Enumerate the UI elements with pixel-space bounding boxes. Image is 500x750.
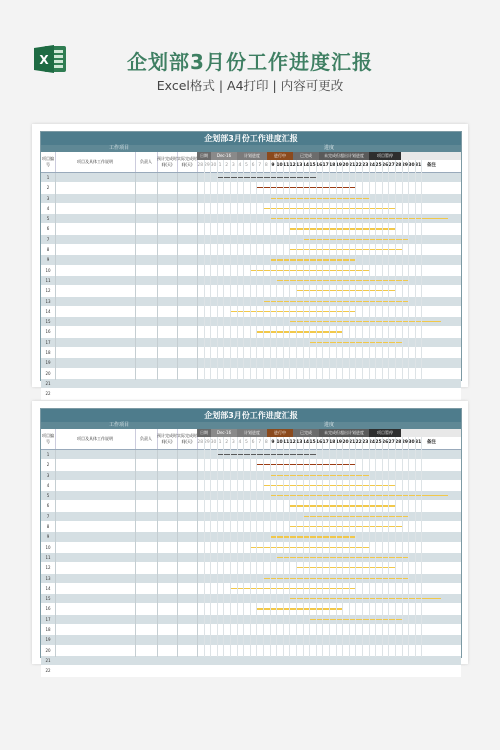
col-actual-header: 实际完成时间(天) (177, 429, 198, 449)
sheet-preview-2 (32, 401, 468, 674)
row-number: 19 (45, 637, 51, 643)
grid-line (230, 437, 231, 657)
legend-row (197, 429, 461, 437)
row-number: 11 (45, 554, 51, 560)
table-row[interactable] (41, 358, 461, 368)
grid-line (395, 160, 396, 380)
legend-item: 项目暂停 (369, 429, 401, 437)
legend-item: 未完成但超出计划进度 (319, 429, 369, 437)
row-number: 15 (45, 596, 51, 602)
row-number: 7 (46, 236, 50, 242)
row-number: 16 (45, 329, 51, 335)
group-header-row (41, 422, 461, 429)
col-desc-header: 项目及具体工作说明 (55, 152, 136, 172)
grid-line (309, 437, 310, 657)
row-number: 3 (46, 195, 50, 201)
day-header-cell: 30 (408, 163, 415, 168)
grid-line (355, 437, 356, 657)
table-row[interactable] (41, 286, 461, 296)
col-plan-header: 预计完成时间(天) (157, 429, 178, 449)
grid-line (204, 437, 205, 657)
day-header-cell: 18 (329, 163, 336, 168)
progress-bar (217, 177, 316, 178)
page-subtitle: Excel格式 | A4打印 | 内容可更改 (156, 78, 344, 93)
gantt-sheet (40, 131, 462, 397)
sheet-preview-1 (32, 124, 468, 397)
grid-line (342, 160, 343, 380)
grid-line (204, 160, 205, 380)
grid-line (263, 160, 264, 380)
legend-item: Dec-16 (211, 152, 237, 160)
grid-line (336, 437, 337, 657)
table-row[interactable] (41, 348, 461, 358)
sheet-title: 企划部3月份工作进度汇报 (41, 409, 461, 422)
row-number: 8 (46, 524, 50, 530)
row-number: 13 (45, 298, 51, 304)
day-header-cell: 26 (381, 440, 389, 445)
day-header-cell: 7 (258, 440, 262, 445)
grid-line (177, 173, 178, 380)
table-row[interactable] (41, 214, 461, 224)
grid-line (382, 160, 383, 380)
day-header-cell: 11 (282, 440, 290, 445)
progress-bar (296, 290, 395, 291)
day-header-cell: 23 (362, 440, 369, 445)
grid-line (217, 437, 218, 657)
grid-line (322, 160, 323, 380)
table-row[interactable] (41, 646, 461, 656)
table-row[interactable] (41, 450, 461, 460)
grid-line (402, 437, 403, 657)
table-row[interactable] (41, 574, 461, 584)
grid-line (303, 437, 304, 657)
table-row[interactable] (41, 666, 461, 676)
grid-line (217, 160, 218, 380)
table-row[interactable] (41, 635, 461, 645)
progress-bar (289, 598, 441, 599)
table-row[interactable] (41, 173, 461, 183)
day-header-cell: 2 (225, 440, 229, 445)
table-row[interactable] (41, 266, 461, 276)
day-header-cell: 24 (368, 440, 376, 445)
grid-line (322, 437, 323, 657)
legend-item: 日期 (197, 429, 211, 437)
day-header-cell: 14 (302, 440, 310, 445)
day-header-cell: 28 (197, 440, 204, 445)
row-number: 20 (45, 370, 51, 376)
grid-line (210, 160, 211, 380)
day-header-cell: 3 (231, 440, 235, 445)
legend-item: 计划进度 (237, 152, 267, 160)
grid-line (296, 160, 297, 380)
legend-item: 日期 (197, 152, 211, 160)
table-row[interactable] (41, 307, 461, 317)
grid-line (421, 437, 422, 657)
gantt-sheet (40, 408, 462, 674)
legend-item: 项目暂停 (369, 152, 401, 160)
legend-item: 已完成 (293, 152, 319, 160)
table-row[interactable] (41, 379, 461, 389)
grid-line (289, 437, 290, 657)
legend-item: 进行中 (267, 429, 293, 437)
grid-line (375, 160, 376, 380)
day-header-cell: 21 (348, 163, 356, 168)
day-header-cell: 10 (276, 440, 283, 445)
grid-line (135, 450, 136, 657)
grid-line (237, 160, 238, 380)
day-header-cell: 28 (395, 163, 402, 168)
row-number: 13 (45, 575, 51, 581)
table-row[interactable] (41, 327, 461, 337)
row-number: 22 (45, 391, 51, 397)
table-row[interactable] (41, 297, 461, 307)
grid-line (415, 437, 416, 657)
day-header-cell: 12 (289, 440, 296, 445)
grid-line (210, 437, 211, 657)
day-header-cell: 15 (309, 163, 316, 168)
table-row[interactable] (41, 543, 461, 553)
row-number: 3 (46, 472, 50, 478)
table-row[interactable] (41, 255, 461, 265)
day-header-cell: 29 (204, 440, 210, 445)
progress-bar (296, 567, 395, 568)
grid-line (296, 437, 297, 657)
day-header-cell: 10 (276, 163, 283, 168)
table-row[interactable] (41, 625, 461, 635)
row-number: 22 (45, 668, 51, 674)
grid-line (250, 437, 251, 657)
group-left-label: 工作项目 (108, 422, 129, 428)
grid-line (362, 160, 363, 380)
grid-line (402, 160, 403, 380)
progress-bar (256, 464, 355, 465)
col-num-header: 项目编号 (41, 429, 56, 449)
legend-item: 计划进度 (237, 429, 267, 437)
table-row[interactable] (41, 471, 461, 481)
day-header-cell: 22 (355, 440, 362, 445)
grid-line (408, 437, 409, 657)
day-header-cell: 28 (395, 440, 402, 445)
grid-line (395, 437, 396, 657)
row-number: 4 (46, 205, 50, 211)
grid-line (270, 437, 271, 657)
grid-line (349, 160, 350, 380)
grid-line (362, 437, 363, 657)
legend-item: 未完成但超出计划进度 (319, 152, 369, 160)
day-header-cell: 3 (231, 163, 235, 168)
grid-line (55, 173, 56, 380)
day-header-cell: 30 (210, 440, 217, 445)
grid-line (355, 160, 356, 380)
legend-item: 已完成 (293, 429, 319, 437)
legend-row (197, 152, 461, 160)
day-header-cell: 20 (342, 440, 349, 445)
table-row[interactable] (41, 532, 461, 542)
table-row[interactable] (41, 460, 461, 470)
day-header-cell: 31 (414, 440, 422, 445)
grid-line (263, 437, 264, 657)
day-header-cell: 21 (348, 440, 356, 445)
day-header-cell: 4 (238, 163, 242, 168)
grid-line (303, 160, 304, 380)
grid-line (316, 437, 317, 657)
day-header-cell: 16 (315, 440, 323, 445)
table-row[interactable] (41, 389, 461, 399)
day-header-cell: 29 (204, 163, 210, 168)
row-number: 6 (46, 503, 50, 509)
table-row[interactable] (41, 594, 461, 604)
day-header-cell: 19 (335, 440, 343, 445)
row-number: 16 (45, 606, 51, 612)
row-number: 5 (46, 216, 50, 222)
day-header-cell: 5 (245, 440, 248, 445)
row-number: 14 (45, 585, 51, 591)
grid-line (329, 437, 330, 657)
row-number: 15 (45, 319, 51, 325)
row-number: 17 (45, 339, 51, 345)
row-number: 14 (45, 308, 51, 314)
table-row[interactable] (41, 481, 461, 491)
group-header-row (41, 145, 461, 152)
day-header-cell: 23 (362, 163, 369, 168)
col-desc-header: 项目及具体工作说明 (55, 429, 136, 449)
grid-line (283, 160, 284, 380)
grid-line (408, 160, 409, 380)
sheet-title: 企划部3月份工作进度汇报 (41, 132, 461, 145)
legend-item: 进行中 (267, 152, 293, 160)
day-header-cell: 2 (225, 163, 229, 168)
day-header-cell: 8 (264, 440, 268, 445)
day-header-cell: 29 (401, 163, 409, 168)
day-header-cell: 25 (375, 440, 382, 445)
progress-bar (270, 475, 369, 476)
day-header-cell: 18 (329, 440, 336, 445)
grid-line (157, 450, 158, 657)
table-row[interactable] (41, 491, 461, 501)
row-number: 10 (45, 544, 51, 550)
progress-bar (289, 321, 441, 322)
row-number: 1 (46, 452, 50, 457)
grid-line (276, 160, 277, 380)
group-right-label: 进度 (323, 422, 334, 428)
row-number: 2 (46, 185, 50, 191)
row-number: 17 (45, 616, 51, 622)
grid-line (250, 160, 251, 380)
day-header-cell: 5 (245, 163, 248, 168)
row-number: 18 (45, 350, 51, 356)
grid-line (309, 160, 310, 380)
table-row[interactable] (41, 553, 461, 563)
grid-line (369, 160, 370, 380)
row-number: 11 (45, 277, 51, 283)
progress-bar (256, 187, 355, 188)
grid-line (349, 437, 350, 657)
row-number: 6 (46, 226, 50, 232)
grid-line (197, 450, 198, 657)
grid-line (336, 160, 337, 380)
row-number: 12 (45, 565, 51, 571)
grid-line (388, 160, 389, 380)
day-header-cell: 30 (408, 440, 415, 445)
grid-line (329, 160, 330, 380)
grid-line (382, 437, 383, 657)
table-row[interactable] (41, 224, 461, 234)
day-header-cell: 22 (355, 163, 362, 168)
day-header-cell: 6 (251, 163, 255, 168)
day-header-cell: 9 (271, 440, 275, 445)
grid-line (270, 160, 271, 380)
grid-line (135, 173, 136, 380)
day-header-cell: 12 (289, 163, 296, 168)
header (0, 0, 500, 120)
day-header-cell: 26 (381, 163, 389, 168)
task-rows (41, 173, 461, 400)
table-row[interactable] (41, 604, 461, 614)
row-number: 18 (45, 627, 51, 633)
table-row[interactable] (41, 584, 461, 594)
day-header-cell: 24 (368, 163, 376, 168)
row-number: 10 (45, 267, 51, 273)
row-number: 9 (46, 534, 50, 540)
group-right-label: 进度 (323, 145, 334, 151)
grid-line (243, 160, 244, 380)
day-header-cell: 25 (375, 163, 382, 168)
table-row[interactable] (41, 369, 461, 379)
grid-line (223, 160, 224, 380)
grid-line (243, 437, 244, 657)
row-number: 12 (45, 288, 51, 294)
day-header-cell: 11 (282, 163, 290, 168)
page-title: 企划部3月份工作进度汇报 (127, 50, 373, 74)
grid-line (157, 173, 158, 380)
table-row[interactable] (41, 194, 461, 204)
progress-bar (289, 526, 401, 527)
svg-text:X: X (39, 53, 49, 67)
note-header: 备注 (426, 163, 436, 168)
grid-line (375, 437, 376, 657)
grid-line (415, 160, 416, 380)
row-number: 2 (46, 462, 50, 468)
row-number: 5 (46, 493, 50, 499)
row-number: 21 (45, 380, 51, 386)
table-row[interactable] (41, 512, 461, 522)
row-number: 8 (46, 247, 50, 253)
group-left-label: 工作项目 (108, 145, 129, 151)
grid-line (177, 450, 178, 657)
table-row[interactable] (41, 563, 461, 573)
task-rows (41, 450, 461, 677)
day-header-cell: 1 (218, 163, 222, 168)
grid-line (289, 160, 290, 380)
progress-bar (270, 198, 369, 199)
grid-line (237, 437, 238, 657)
col-plan-header: 预计完成时间(天) (157, 152, 178, 172)
progress-bar (217, 454, 316, 455)
grid-line (55, 450, 56, 657)
col-actual-header: 实际完成时间(天) (177, 152, 198, 172)
col-num-header: 项目编号 (41, 152, 56, 172)
table-row[interactable] (41, 338, 461, 348)
row-number: 1 (46, 175, 50, 180)
day-header-cell: 17 (322, 163, 329, 168)
grid-line (283, 437, 284, 657)
table-row[interactable] (41, 204, 461, 214)
note-header: 备注 (426, 440, 436, 445)
day-header-cell: 8 (264, 163, 268, 168)
table-row[interactable] (41, 522, 461, 532)
table-row[interactable] (41, 245, 461, 255)
table-row[interactable] (41, 656, 461, 666)
row-number: 19 (45, 360, 51, 366)
day-header-cell: 20 (342, 163, 349, 168)
day-header-cell: 28 (197, 163, 204, 168)
day-header-cell: 13 (296, 440, 303, 445)
grid-line (276, 437, 277, 657)
day-header-cell: 27 (388, 440, 395, 445)
day-header-cell: 4 (238, 440, 242, 445)
table-row[interactable] (41, 235, 461, 245)
table-row[interactable] (41, 276, 461, 286)
row-number: 20 (45, 647, 51, 653)
grid-line (369, 437, 370, 657)
row-number: 4 (46, 482, 50, 488)
day-header-cell: 9 (271, 163, 275, 168)
day-header-cell: 31 (414, 163, 422, 168)
col-owner-header: 负责人 (135, 152, 158, 172)
day-header-cell: 17 (322, 440, 329, 445)
table-row[interactable] (41, 183, 461, 193)
grid-line (342, 437, 343, 657)
row-number: 9 (46, 257, 50, 263)
day-header-cell: 16 (315, 163, 323, 168)
grid-line (316, 160, 317, 380)
grid-line (256, 437, 257, 657)
day-header-cell: 29 (401, 440, 409, 445)
table-row[interactable] (41, 501, 461, 511)
day-header-cell: 1 (218, 440, 222, 445)
grid-line (388, 437, 389, 657)
day-header-cell: 19 (335, 163, 343, 168)
day-header-cell: 30 (210, 163, 217, 168)
grid-line (197, 173, 198, 380)
row-number: 7 (46, 513, 50, 519)
col-owner-header: 负责人 (135, 429, 158, 449)
day-header-cell: 7 (258, 163, 262, 168)
progress-bar (289, 249, 401, 250)
grid-line (223, 437, 224, 657)
table-row[interactable] (41, 615, 461, 625)
table-row[interactable] (41, 317, 461, 327)
day-header-cell: 27 (388, 163, 395, 168)
grid-line (230, 160, 231, 380)
legend-item: Dec-16 (211, 429, 237, 437)
grid-line (256, 160, 257, 380)
row-number: 21 (45, 657, 51, 663)
day-header-cell: 15 (309, 440, 316, 445)
day-header-cell: 13 (296, 163, 303, 168)
day-header-cell: 14 (302, 163, 310, 168)
grid-line (421, 160, 422, 380)
day-header-cell: 6 (251, 440, 255, 445)
